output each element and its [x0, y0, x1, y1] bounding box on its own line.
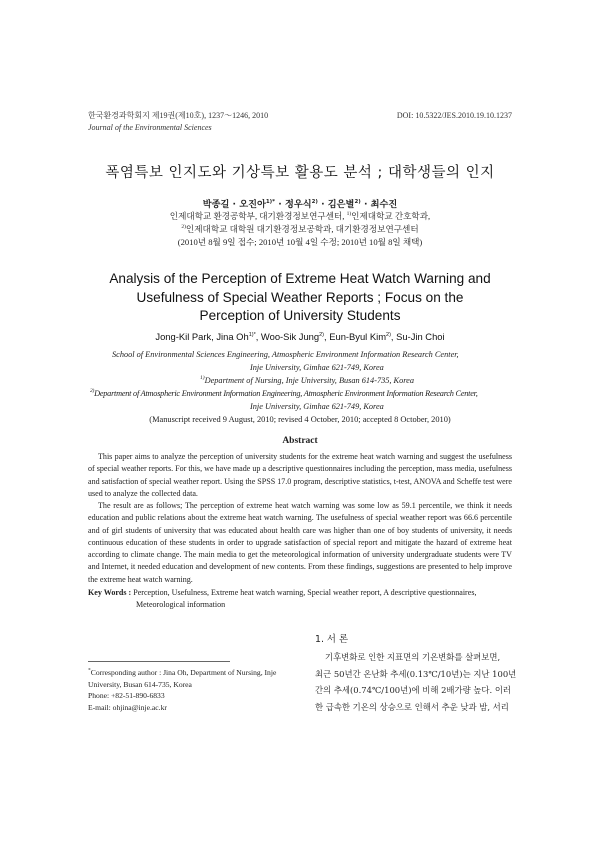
korean-affiliation-2	[0, 223, 600, 236]
english-author-1-sup: 1)*	[248, 331, 256, 338]
section-body	[315, 649, 515, 715]
section-line-1: 기후변화로 인한 지표면의 기온변화를 살펴보면,	[325, 652, 501, 662]
korean-affiliation-1-sup: 1)	[346, 211, 352, 218]
english-author-2: , Woo-Sik Jung	[255, 331, 320, 342]
korean-affiliation-1-end: 인제대학교 간호학과,	[351, 211, 431, 221]
english-title-line-3: Perception of University Students	[199, 308, 401, 323]
english-affiliation-4	[90, 387, 478, 400]
korean-title: 폭염특보 인지도와 기상특보 활용도 분석 ; 대학생들의 인지	[105, 165, 495, 181]
english-title	[0, 270, 600, 326]
footnote-line-2: University, Busan 614-735, Korea	[88, 679, 192, 689]
journal-name: Journal of the Environmental Sciences	[88, 123, 212, 132]
korean-author-2: · 정우식	[275, 199, 312, 210]
footnote-rule	[88, 661, 230, 662]
footnote-phone: Phone: +82-51-890-6833	[88, 691, 165, 701]
journal-header	[88, 110, 268, 134]
footnote-line-1: Corresponding author : Jina Oh, Department of Nursing, Inje	[90, 668, 277, 677]
korean-affiliation-2-sup: 2)	[181, 224, 186, 231]
english-author-1: Jong-Kil Park, Jina Oh	[155, 331, 249, 342]
english-title-line-2: Usefulness of Special Weather Reports ; Focus on the	[136, 289, 464, 305]
korean-affiliation-2-text: 인제대학교 대학원 대기환경정보공학과, 대기환경정보연구센터	[185, 224, 419, 234]
english-affiliation-4-text: Department of Atmospheric Environment Information Engineering, Atmospheric Environment Information Research Center,	[94, 389, 478, 398]
keywords	[88, 587, 512, 611]
english-author-2-sup: 2)	[319, 331, 325, 338]
keywords-text-2: Meteorological information	[136, 600, 226, 609]
english-authors	[0, 331, 600, 342]
english-affiliation-4-sup: 2)	[90, 388, 95, 395]
korean-authors	[0, 196, 600, 210]
korean-author-3-sup: 2)	[354, 198, 361, 205]
abstract-paragraph-1: This paper aims to analyze the perception of university students for the extreme heat watch warning and suggest the usefulness of special weather reports. For this, we have made up a descriptive questionnaires including the perception, mass media, usefulness and satisfaction of special weather report. Using the SPSS 17.0 program, descriptive statistics, t-test, ANOVA and Scheffe test were used to analyze the collected data.	[88, 452, 512, 498]
abstract-title: Abstract	[282, 436, 318, 446]
doi: DOI: 10.5322/JES.2010.19.10.1237	[396, 111, 512, 120]
korean-author-2-sup: 2)	[311, 198, 318, 205]
section-title: 1. 서 론	[315, 634, 349, 645]
section-line-4: 한 급속한 기온의 상승으로 인해서 추운 낮과 밤, 서리	[315, 701, 509, 712]
korean-affiliation-1-text: 인제대학교 환경공학부, 대기환경정보연구센터,	[169, 211, 347, 221]
korean-received-dates: (2010년 8월 9일 접수; 2010년 10월 4일 수정; 2010년 10월 8일 채택)	[177, 237, 423, 247]
english-author-3-sup: 2)	[386, 331, 391, 338]
korean-author-3: · 김은별	[317, 199, 355, 210]
footnote	[88, 667, 296, 713]
section-line-2: 최근 50년간 온난화 추세(0.13℃/10년)는 지난 100년	[315, 668, 517, 679]
english-author-4: , Su-Jin Choi	[390, 331, 445, 342]
korean-affiliation-1	[0, 210, 600, 223]
abstract-paragraph-2: The result are as follows; The perception of extreme heat watch warning was some low as 59.1 percentile, we think it needs education and public relations about the extreme heat watch warning. The usefulness of special weather report was 66.6 percentile and of girl students of university that was educated about health care was higher than one of boy students of university, it needs continuous education of these students in order to upgrade satisfaction of special report and mitigate the hazard of extreme heat according to climate change. The main media to get the meteorological information of university undergraduate students were TV and Internet, it needed education and development of new contents. From these findings, suggestions are presented to help improve the extreme heat watch warning.	[88, 501, 512, 584]
keywords-label: Key Words :	[88, 588, 134, 597]
abstract-body	[88, 451, 512, 586]
english-title-line-1: Analysis of the Perception of Extreme Heat Watch Warning and	[109, 271, 491, 286]
english-affiliation-5: Inje University, Gimhae 621-749, Korea	[250, 402, 384, 411]
korean-author-1-sup: 1)*	[265, 198, 276, 205]
section-line-3: 간의 추세(0.74℃/100년)에 비해 2배가량 높다. 이러	[315, 685, 512, 695]
keywords-text: Perception, Usefulness, Extreme heat watch warning, Special weather report, A descriptive questionnaires,	[133, 588, 477, 597]
english-affiliation-2: Inje University, Gimhae 621-749, Korea	[250, 363, 384, 372]
footnote-email: E-mail: ohjina@inje.ac.kr	[88, 702, 167, 712]
footnote-sup: *	[88, 667, 91, 674]
korean-author-1: 박종길 · 오진아	[202, 199, 266, 210]
korean-author-4: · 최수진	[360, 199, 398, 210]
english-affiliation-3-text: Department of Nursing, Inje University, Busan 614-735, Korea	[204, 376, 414, 385]
manuscript-dates: (Manuscript received 9 August, 2010; revised 4 October, 2010; accepted 8 October, 2010)	[149, 415, 451, 424]
english-affiliation-1: School of Environmental Sciences Engineering, Atmospheric Environment Information Research Center,	[112, 350, 459, 359]
english-affiliation-3	[200, 374, 414, 387]
english-author-3: , Eun-Byul Kim	[324, 331, 387, 342]
english-affiliation-3-sup: 1)	[200, 375, 205, 382]
journal-reference: 한국환경과학회지 제19권(제10호), 1237～1246, 2010	[88, 111, 269, 120]
